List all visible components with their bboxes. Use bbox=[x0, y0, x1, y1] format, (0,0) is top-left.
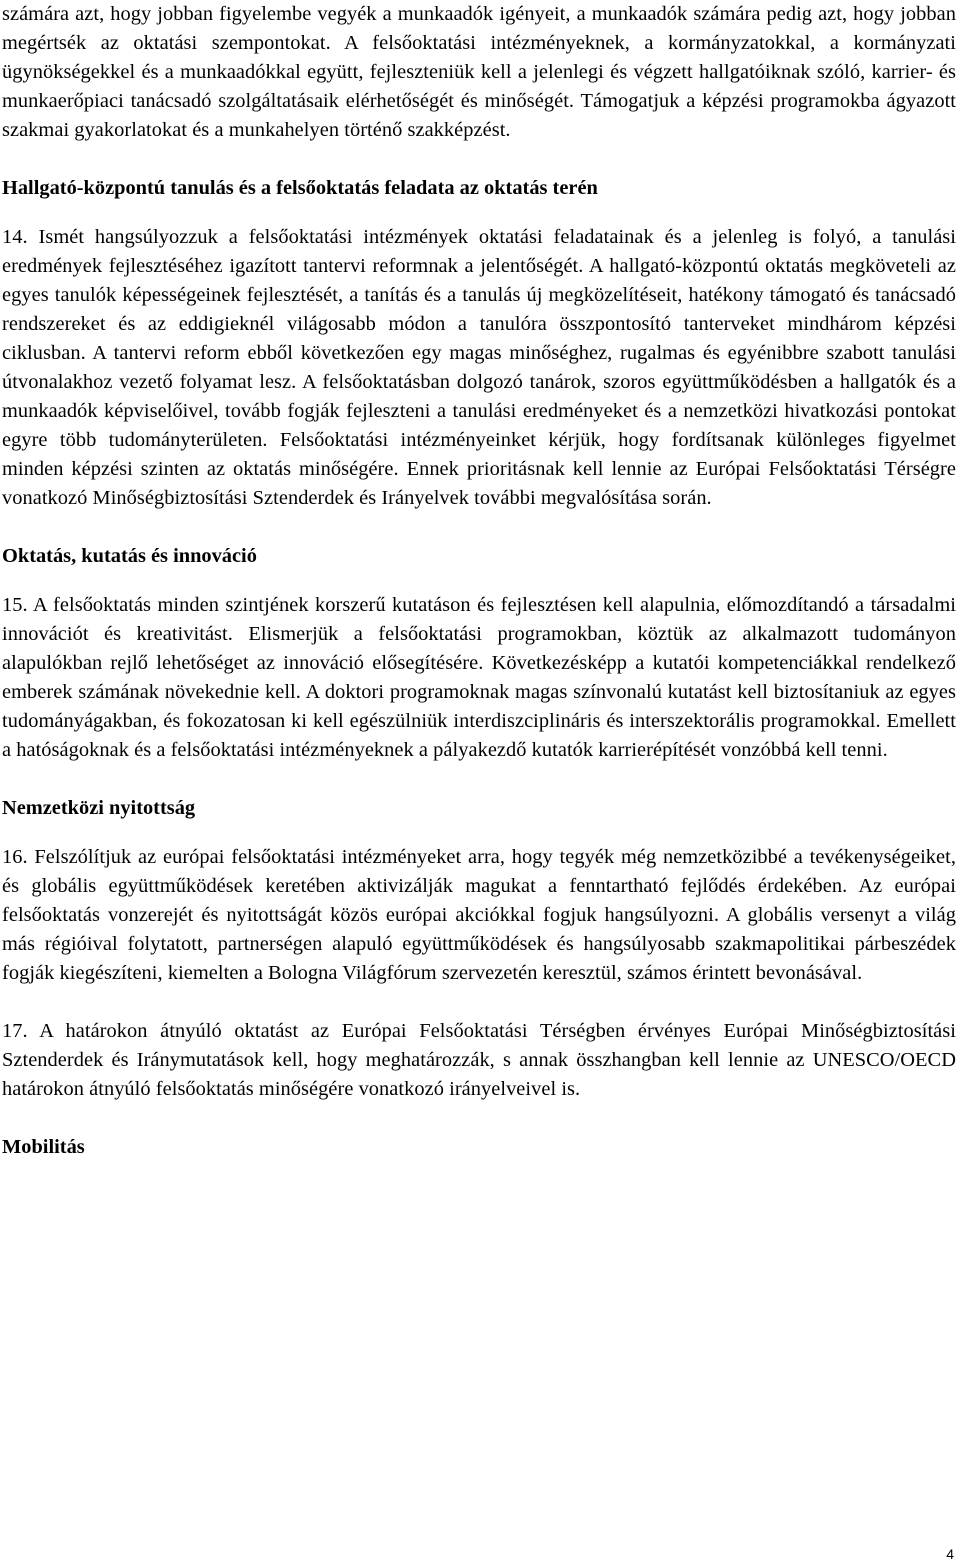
spacer bbox=[2, 571, 956, 591]
paragraph-17: 17. A határokon átnyúló oktatást az Európai Felsőoktatási Térségben érvényes Európai Minőségbiztosítási Sztenderdek és Iránymutatások kell, hogy meghatározzák, s annak összhangban kell lennie az UNESCO/OECD határokon átnyúló felsőoktatás minőségére vonatkozó irányelveivel is. bbox=[2, 1020, 956, 1100]
section-heading-education-research-innovation: Oktatás, kutatás és innováció bbox=[2, 545, 257, 567]
spacer bbox=[2, 823, 956, 843]
paragraph-16: 16. Felszólítjuk az európai felsőoktatási intézményeket arra, hogy tegyék még nemzetközibbé a tevékenységeiket, és globális együttműködések keretében aktivizálják magukat a fenntartható fejlődés érdekében. Az európai felsőoktatás vonzerejét és nyitottságát közös európai akciókkal fogjuk hangsúlyozni. A globális versenyt a világ más régióival folytatott, partnerségen alapuló együttműködések és hangsúlyosabb szakmapolitikai párbeszédek fogják kiegészíteni, kiemelten a Bologna Világfórum szervezetén keresztül, számos érintett bevonásával. bbox=[2, 846, 956, 984]
paragraph-15: 15. A felsőoktatás minden szintjének korszerű kutatáson és fejlesztésen kell alapulnia, előmozdítandó a társadalmi innovációt és kreativitást. Elismerjük a felsőoktatási programokban, köztük az alkalmazott tudományon alapulókban rejlő lehetőséget az innováció elősegítésére. Következésképp a kutatói kompetenciákkal rendelkező emberek számának növekednie kell. A doktori programoknak magas színvonalú kutatást kell biztosítaniuk az egyes tudományágakban, és fokozatosan ki kell egészülniük interdiszciplináris és interszektorális programokkal. Emellett a hatóságoknak és a felsőoktatási intézményeknek a pályakezdő kutatók karrierépítését vonzóbbá kell tenni. bbox=[2, 594, 956, 761]
spacer bbox=[2, 203, 956, 223]
intro-paragraph: számára azt, hogy jobban figyelembe vegyék a munkaadók igényeit, a munkaadók számára pedig azt, hogy jobban megértsék az oktatási szempontokat. A felsőoktatási intézményeknek, a kormányzatokkal, a kormányzati ügynökségekkel és a munkaadókkal együtt, fejleszteniük kell a jelenlegi és végzett hallgatóiknak szóló, karrier- és munkaerőpiaci tanácsadó szolgáltatásaik elérhetőségét és minőségét. Támogatjuk a képzési programokba ágyazott szakmai gyakorlatokat és a munkahelyen történő szakképzést. bbox=[2, 3, 956, 141]
spacer bbox=[2, 513, 956, 542]
page-number: 4 bbox=[946, 1546, 954, 1562]
spacer bbox=[2, 988, 956, 1017]
spacer bbox=[2, 145, 956, 174]
section-heading-international-openness: Nemzetközi nyitottság bbox=[2, 797, 196, 819]
spacer bbox=[2, 1104, 956, 1133]
spacer bbox=[2, 765, 956, 794]
paragraph-14: 14. Ismét hangsúlyozzuk a felsőoktatási intézmények oktatási feladatainak és a jelenleg is folyó, a tanulási eredmények fejlesztéséhez igazított tantervi reformnak a jelentőségét. A hallgató-központú oktatás megköveteli az egyes tanulók képességeinek fejlesztését, a tanítás és a tanulás új megközelítéseit, hatékony támogató és tanácsadó rendszereket és az eddigieknél világosabb módon a tanulóra összpontosító tanterveket mindhárom képzési ciklusban. A tantervi reform ebből következően egy magas minőséghez, rugalmas és egyénibbre szabott tanulási útvonalakhoz vezető folyamat lesz. A felsőoktatásban dolgozó tanárok, szoros együttműködésben a hallgatók és a munkaadók képviselőivel, tovább fogják fejleszteni a tanulási eredményeket és a nemzetközi hivatkozási pontokat egyre több tudományterületen. Felsőoktatási intézményeinket kérjük, hogy fordítsanak különleges figyelmet minden képzési szinten az oktatás minőségére. Ennek prioritásnak kell lennie az Európai Felsőoktatási Térségre vonatkozó Minőségbiztosítási Sztenderdek és Irányelvek további megvalósítása során. bbox=[2, 226, 956, 509]
section-heading-mobility: Mobilitás bbox=[2, 1136, 85, 1158]
document-page bbox=[2, 0, 956, 1162]
section-heading-student-centred-learning: Hallgató-központú tanulás és a felsőoktatás feladata az oktatás terén bbox=[2, 177, 598, 199]
